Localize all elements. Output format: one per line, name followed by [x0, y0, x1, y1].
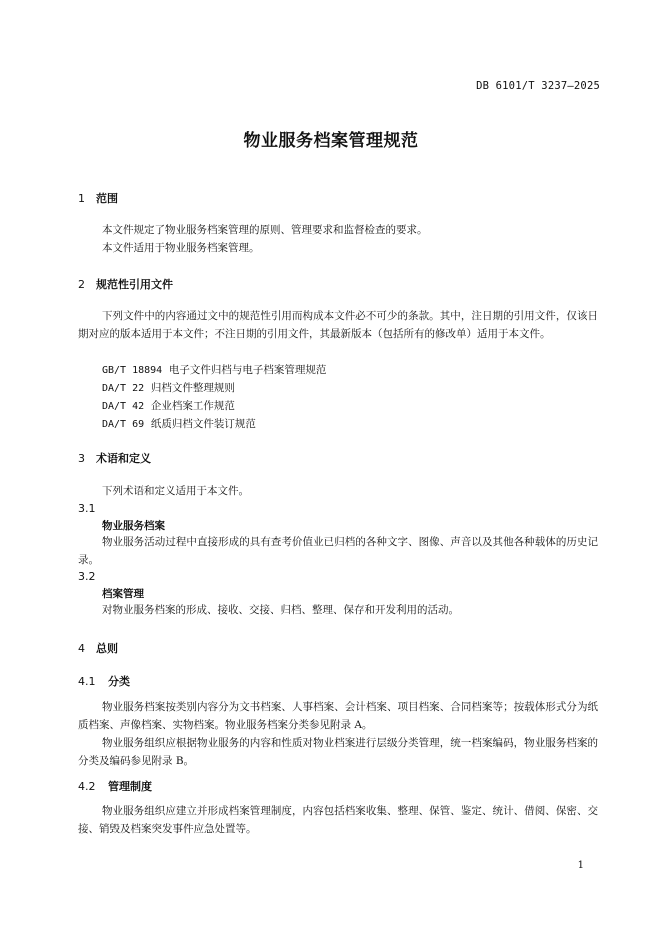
- subsection-4-1-heading: [78, 673, 130, 689]
- reference-name: 纸质归档文件装订规范: [150, 418, 256, 430]
- term-number: 3.1: [78, 502, 96, 515]
- section-title: 范围: [96, 192, 118, 205]
- reference-code: DA/T 42: [102, 401, 145, 412]
- paragraph: 下列文件中的内容通过文中的规范性引用而构成本文件必不可少的条款。其中，注日期的引用文件，仅该日期对应的版本适用于本文件；不注日期的引用文件，其最新版本（包括所有的修改单）适用于本文件。: [78, 310, 598, 340]
- reference-code: DA/T 69: [102, 419, 145, 430]
- reference-name: 企业档案工作规范: [150, 400, 235, 412]
- reference-item: [102, 379, 235, 398]
- reference-code: GB/T 18894: [102, 365, 163, 376]
- subsection-4-2-heading: [78, 778, 152, 794]
- term-number: 3.2: [78, 570, 96, 583]
- term-name: 档案管理: [102, 588, 144, 600]
- term-definition: 对物业服务档案的形成、接收、交接、归档、整理、保存和开发利用的活动。: [102, 604, 459, 616]
- section-3-heading: [78, 450, 151, 466]
- term-name: 物业服务档案: [102, 520, 165, 532]
- section-number: 3: [78, 452, 85, 465]
- subsection-number: 4.1: [78, 675, 96, 688]
- section-2-heading: [78, 276, 173, 292]
- page-number: 1: [577, 860, 584, 871]
- section-title: 规范性引用文件: [96, 278, 173, 291]
- paragraph: 物业服务组织应根据物业服务的内容和性质对物业档案进行层级分类管理，统一档案编码，物业服务档案的分类及编码参见附录 B。: [78, 737, 598, 767]
- section-number: 1: [78, 192, 85, 205]
- document-code: DB 6101/T 3237—2025: [476, 80, 600, 92]
- reference-item: [102, 397, 235, 416]
- term-definition: 物业服务活动过程中直接形成的具有查考价值业已归档的各种文字、图像、声音以及其他各种载体的历史记录。: [78, 536, 598, 566]
- section-1-heading: [78, 190, 118, 206]
- reference-name: 归档文件整理规则: [150, 382, 235, 394]
- paragraph: 本文件规定了物业服务档案管理的原则、管理要求和监督检查的要求。: [102, 224, 428, 236]
- paragraph: 本文件适用于物业服务档案管理。: [102, 242, 260, 254]
- subsection-title: 分类: [108, 675, 130, 688]
- section-4-heading: [78, 640, 118, 656]
- section-number: 4: [78, 642, 85, 655]
- subsection-title: 管理制度: [108, 780, 152, 793]
- reference-item: [102, 361, 326, 380]
- reference-item: [102, 415, 256, 434]
- section-number: 2: [78, 278, 85, 291]
- paragraph: 物业服务档案按类别内容分为文书档案、人事档案、会计档案、项目档案、合同档案等；按载体形式分为纸质档案、声像档案、实物档案。物业服务档案分类参见附录 A。: [78, 701, 598, 731]
- reference-name: 电子文件归档与电子档案管理规范: [168, 364, 327, 376]
- subsection-number: 4.2: [78, 780, 96, 793]
- reference-code: DA/T 22: [102, 383, 145, 394]
- paragraph: 物业服务组织应建立并形成档案管理制度，内容包括档案收集、整理、保管、鉴定、统计、借阅、保密、交接、销毁及档案突发事件应急处置等。: [78, 805, 598, 835]
- section-title: 总则: [96, 642, 118, 655]
- paragraph: 下列术语和定义适用于本文件。: [102, 485, 249, 497]
- document-title: 物业服务档案管理规范: [243, 131, 419, 151]
- section-title: 术语和定义: [96, 452, 151, 465]
